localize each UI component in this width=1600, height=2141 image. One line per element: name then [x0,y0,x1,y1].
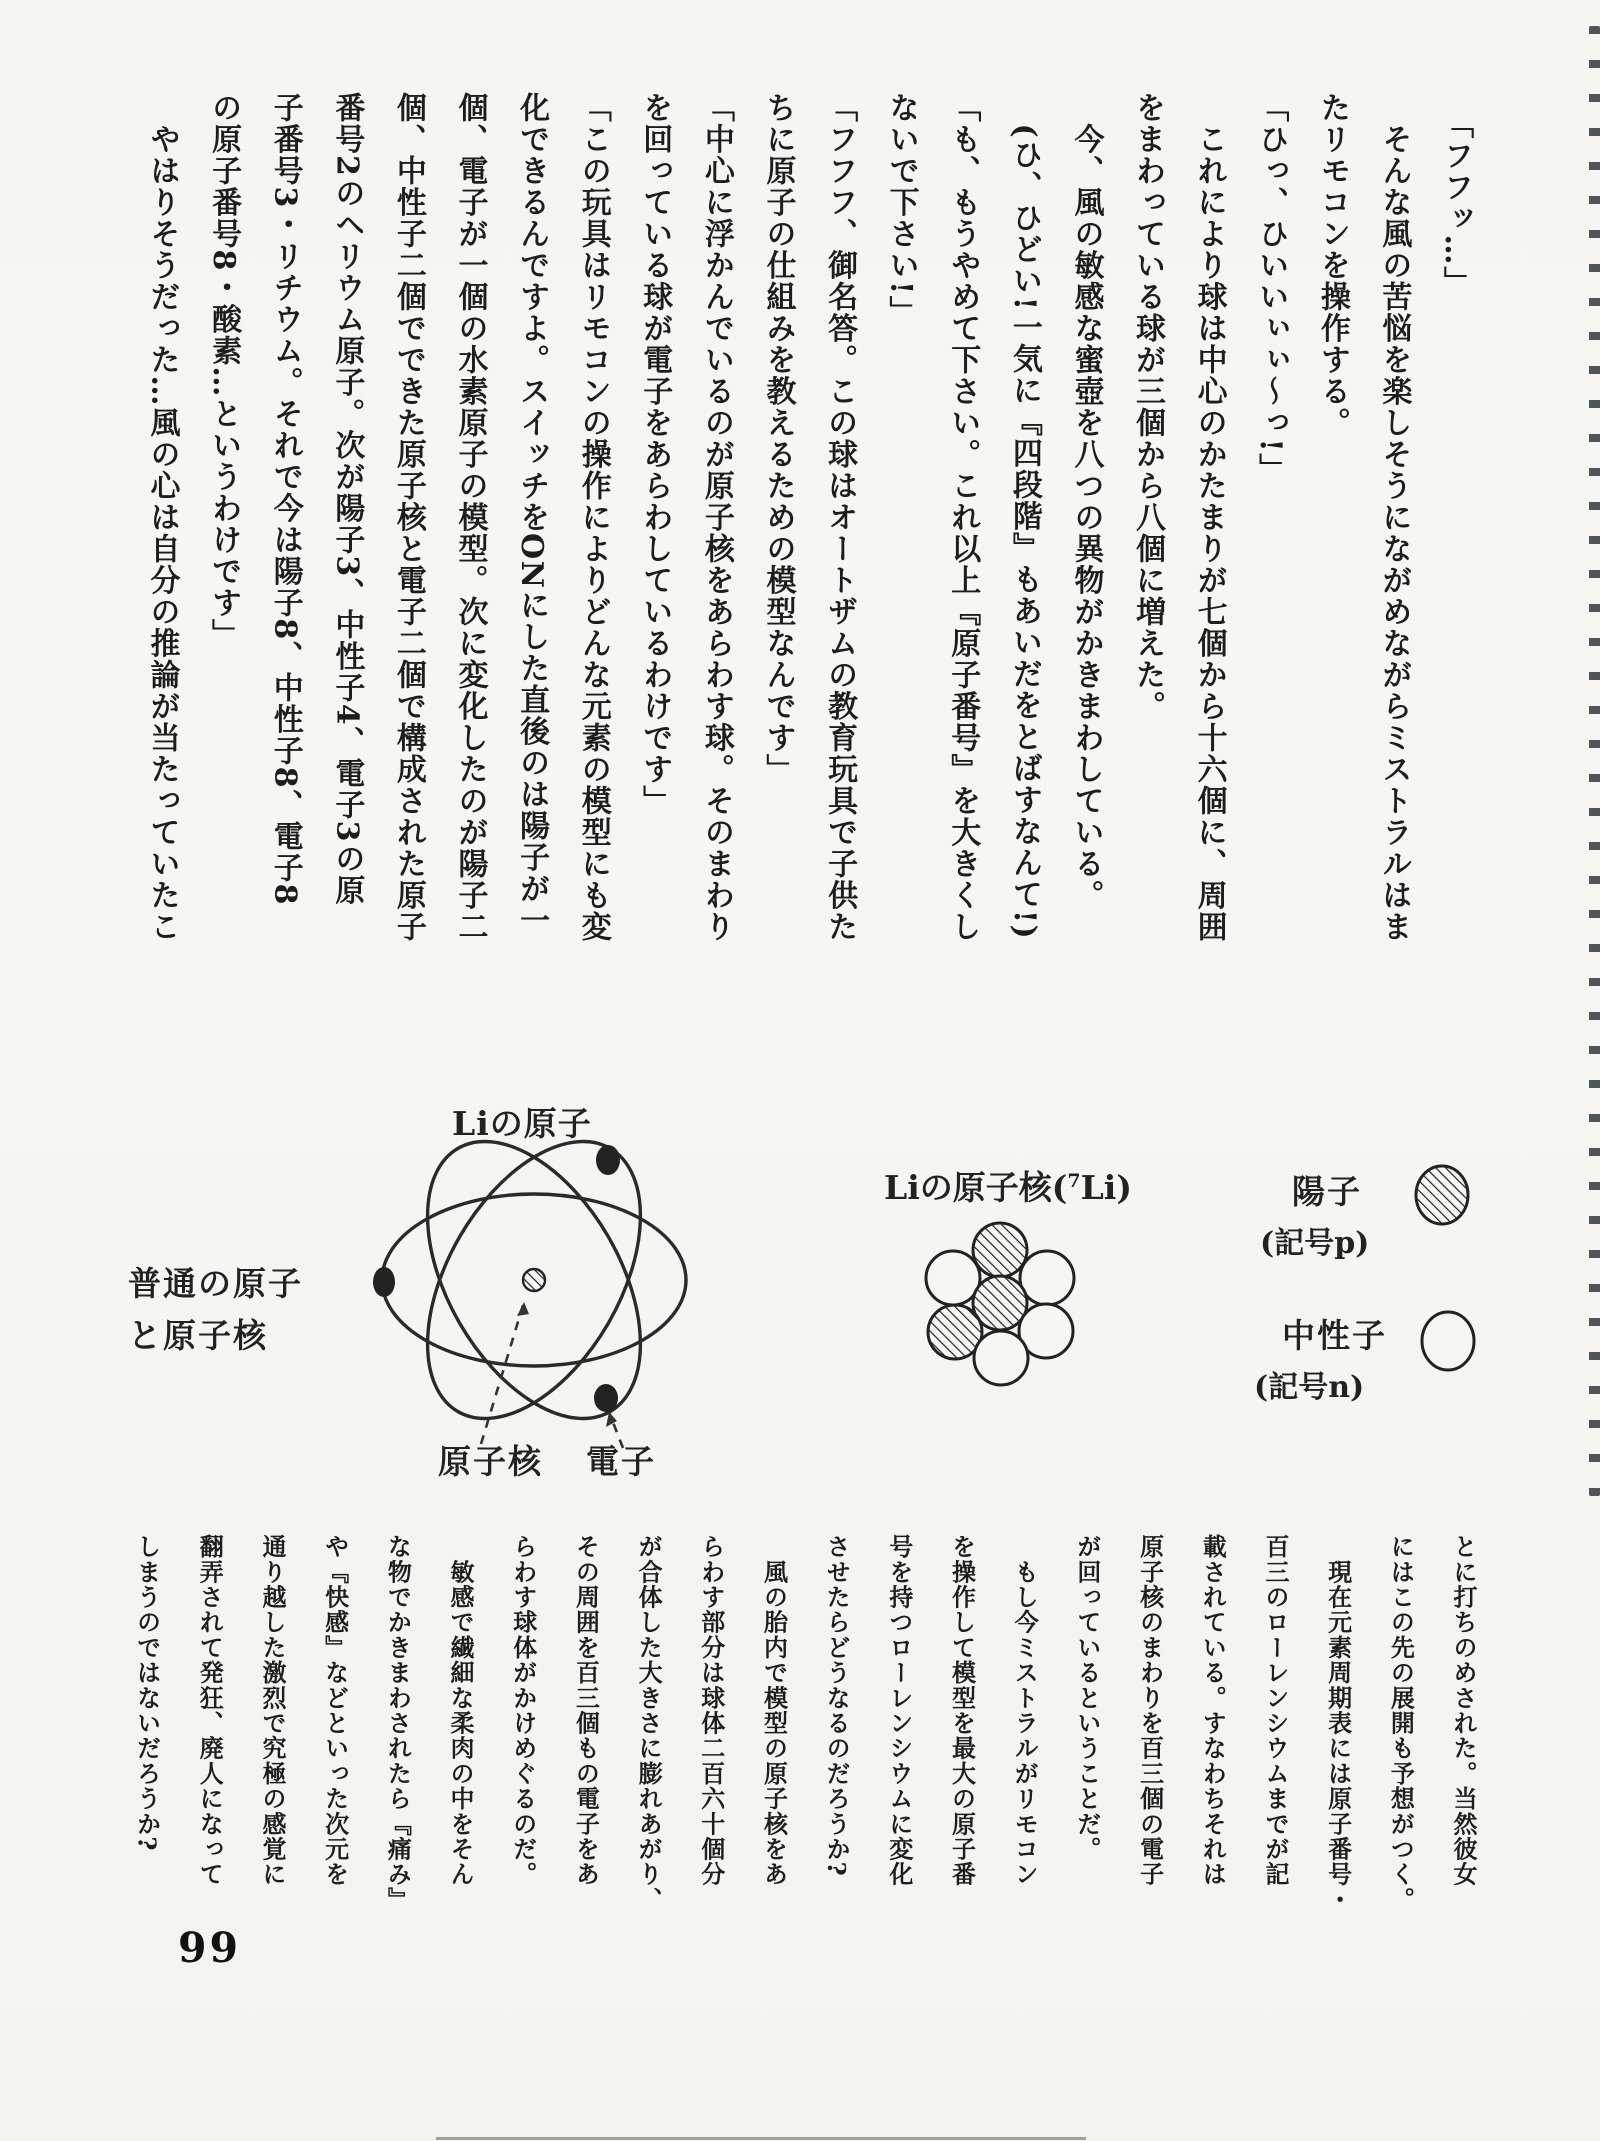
text-column: が回っているということだ。 [1072,1534,1102,1862]
electron-dot [594,1384,618,1412]
text-column: 今、風の敏感な蜜壺を八つの異物がかきまわしている。 [1068,92,1104,911]
text-column: (ひ、ひどい!一気に『四段階』もあいだをとばすなんて!) [1006,92,1042,941]
text-column: 百三のローレンシウムまでが記 [1260,1534,1290,1887]
text-column: 敏感で繊細な柔肉の中をそん [446,1534,475,1887]
text-column: 「ひっ、ひいいぃぃ〜っ!」 [1253,92,1289,485]
text-column: を回っている球が電子をあらわしているわけです」 [637,92,673,817]
text-column: 「中心に浮かんでいるのが原子核をあらわす球。そのまわり [698,92,734,943]
text-column: もし今ミストラルがリモコン [1010,1534,1040,1887]
text-column: な物でかきまわされたら『痛み』 [383,1534,413,1912]
neutron-circle [974,1331,1028,1385]
text-column: 現在元素周期表には原子番号・ [1323,1534,1353,1912]
nucleus-title-suffix: Li) [1080,1168,1132,1207]
text-column: の原子番号8・酸素…というわけです」 [206,92,242,650]
legend-neutron-swatch [1422,1312,1474,1370]
legend-proton-symbol: (記号p) [1260,1226,1370,1261]
text-column: 「フフフ、御名答。この球はオートザムの教育玩具で子供た [822,92,858,943]
nucleus-title-prefix: Liの原子核( [884,1168,1068,1207]
nucleus-dot [523,1269,545,1291]
left-caption-line2: と原子核 [128,1316,268,1355]
text-column: 載されている。すなわちそれは [1198,1534,1228,1887]
text-column: や『快感』などといった次元を [320,1534,350,1887]
text-column: 原子核のまわりを百三個の電子 [1135,1534,1165,1887]
text-column: 風の胎内で模型の原子核をあ [759,1534,789,1887]
electron-dot [596,1145,620,1175]
nucleus-arrowhead [517,1302,529,1316]
text-column: 「フフッ…」 [1438,92,1473,298]
text-column: たリモコンを操作する。 [1314,92,1350,439]
text-column: 「この玩具はリモコンの操作によりどんな元素の模型にも変 [575,92,611,943]
nucleus-pointer [481,1302,524,1444]
legend-neutron-symbol: (記号n) [1254,1370,1365,1405]
scan-bottom-line [436,2137,1086,2140]
text-column: しまうのではないだろうか? [132,1534,162,1852]
text-column: 個、電子が一個の水素原子の模型。次に変化したのが陽子二 [452,92,488,943]
atom-orbits-group [373,1105,686,1454]
text-column: が合体した大きさに膨れあがり、 [634,1534,664,1912]
page-number: 99 [178,1924,242,1972]
electron-label: 電子 [586,1442,656,1481]
text-column: ないで下さい!」 [883,92,919,328]
scan-edge-marks [1589,26,1600,1496]
legend-proton-label: 陽子 [1292,1172,1362,1211]
text-column: 番号2のヘリウム原子。次が陽子3、中性子4、電子3の原 [329,92,365,906]
legend-neutron-label: 中性子 [1282,1316,1387,1355]
text-column: ちに原子の仕組みを教えるための模型なんです」 [760,92,796,785]
nucleus-label: 原子核 [438,1442,543,1481]
left-caption-line1: 普通の原子 [128,1264,303,1303]
text-column: らわす部分は球体二百六十個分 [696,1534,726,1887]
text-column: 通り越した激烈で究極の感覚に [257,1534,287,1887]
text-column: 「も、もうやめて下さい。これ以上『原子番号』を大きくし [945,92,981,943]
text-column: これにより球は中心のかたまりが七個から十六個に、周囲 [1191,92,1227,943]
nucleus-cluster [926,1223,1074,1385]
text-column: そんな風の苦悩を楽しそうにながめながらミストラルはま [1376,92,1412,943]
atom-title: Liの原子 [452,1104,592,1143]
text-column: をまわっている球が三個から八個に増えた。 [1130,92,1166,722]
text-column: にはこの先の展開も予想がつく。 [1386,1534,1416,1912]
bottom-text-block [114,1534,1494,1964]
text-column: とに打ちのめされた。当然彼女 [1449,1534,1478,1887]
text-column: やはりそうだった…風の心は自分の推論が当たっていたこ [144,92,180,943]
proton-circle [973,1223,1027,1277]
text-column: 個、中性子二個でできた原子核と電子二個で構成された原子 [390,92,426,943]
top-text-block [130,92,1486,988]
neutron-circle [926,1251,980,1305]
text-column: させたらどうなるのだろうか? [822,1534,852,1877]
text-column: を操作して模型を最大の原子番 [947,1534,977,1887]
text-column: 翻弄されて発狂、廃人になって [195,1534,225,1887]
neutron-circle [1020,1251,1074,1305]
legend-proton-swatch [1416,1166,1468,1224]
text-column: その周囲を百三個もの電子をあ [571,1534,601,1887]
text-column: らわす球体がかけめぐるのだ。 [508,1534,538,1887]
electron-dot [373,1267,395,1297]
text-column: 号を持つローレンシウムに変化 [884,1534,914,1887]
text-column: 化できるんですよ。スイッチをONにした直後のは陽子が一 [514,92,550,937]
nucleus-cluster-title [884,1162,1132,1209]
text-column: 子番号3・リチウム。それで今は陽子8、中性子8、電子8 [267,92,303,906]
nucleus-title-superscript: 7 [1067,1170,1081,1192]
